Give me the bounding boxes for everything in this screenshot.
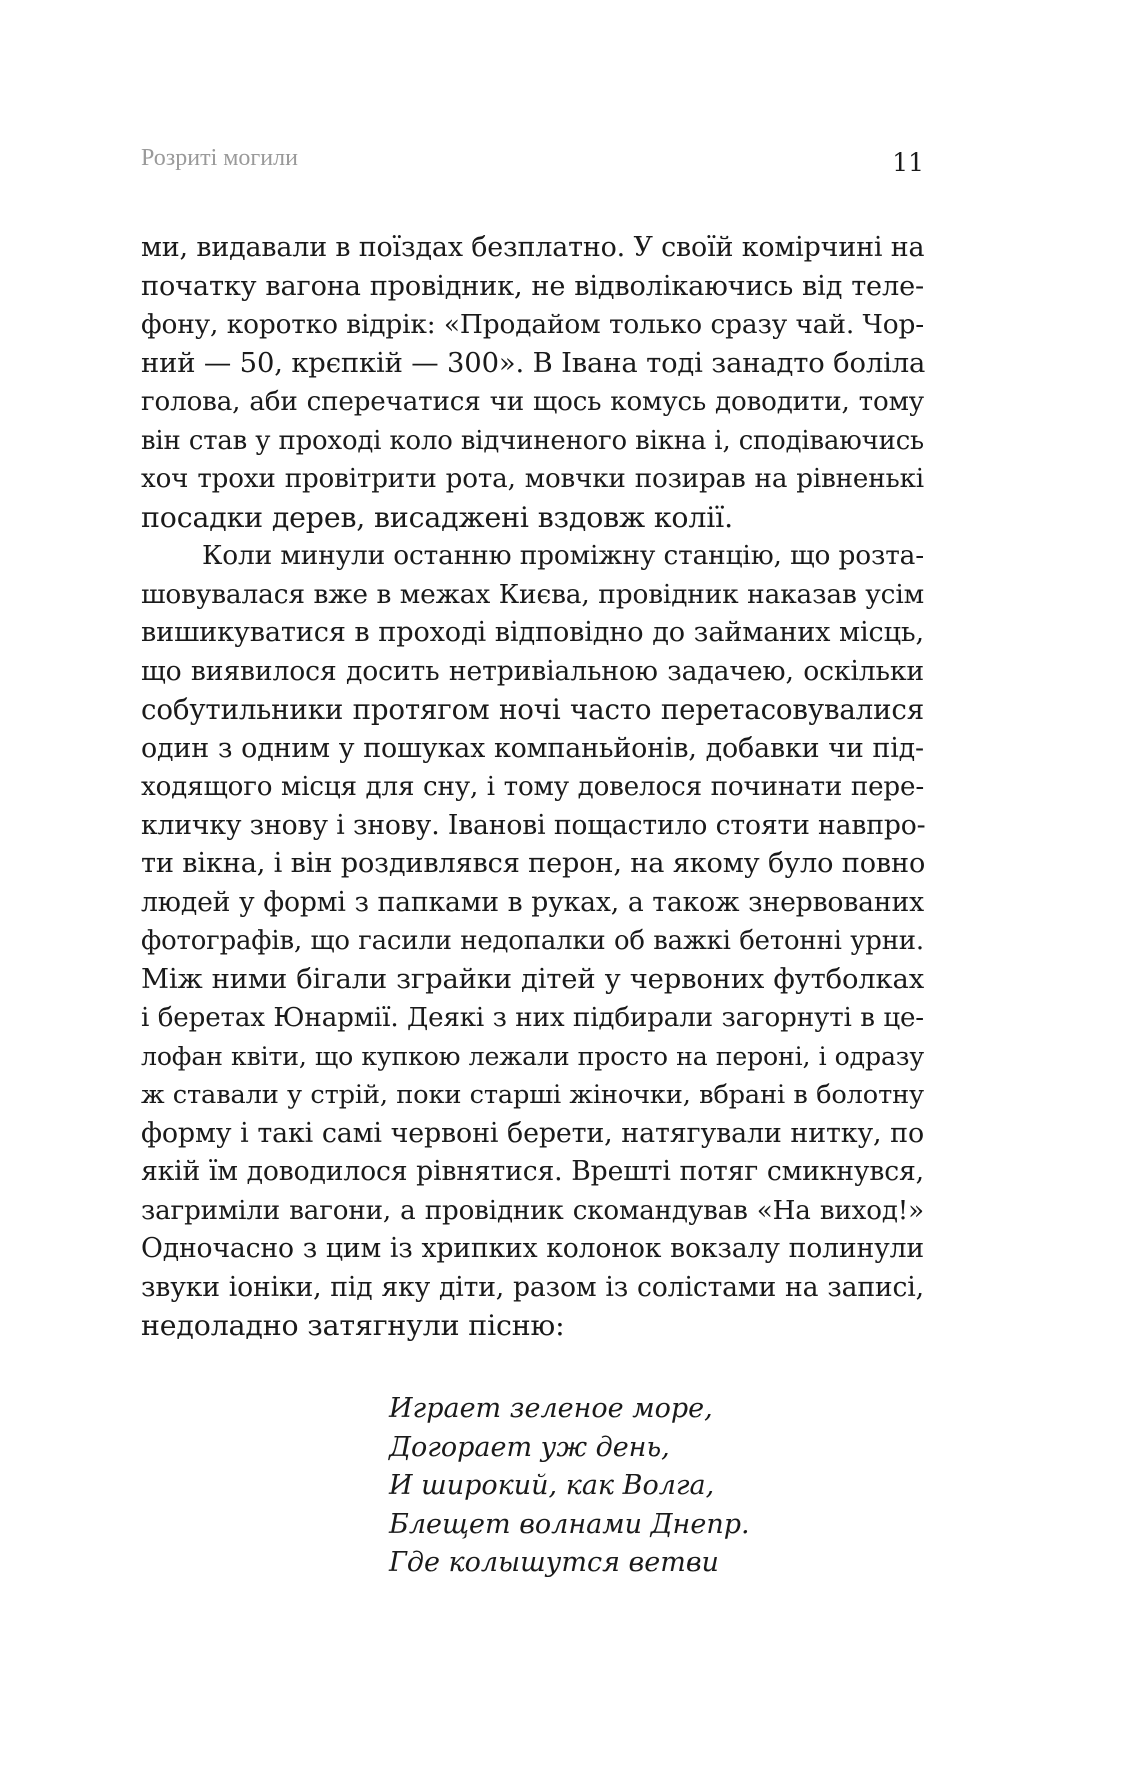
text-line: що виявилося досить нетривіальною задачею, оскільки <box>141 655 924 687</box>
text-line: початку вагона провідник, не відволікаючись від теле- <box>141 270 924 302</box>
text-line: він став у проході коло відчиненого вікна і, сподіваючись <box>141 425 924 456</box>
text-line: Коли минули останню проміжну станцію, що розта- <box>202 540 924 571</box>
text-line: Між ними бігали зграйки дітей у червоних футболках <box>141 963 924 995</box>
text-line: людей у формі з папками в руках, а також знервованих <box>141 886 924 918</box>
text-line: фотографів, що гасили недопалки об важкі бетонні урни. <box>141 926 924 956</box>
poem-line: Где колышутся ветви <box>389 1547 719 1578</box>
text-line: якій їм доводилося рівнятися. Врешті потяг смикнувся, <box>141 1156 924 1187</box>
text-line: шовувалася вже в межах Києва, провідник наказав усім <box>141 578 924 610</box>
running-title: Розриті могили <box>141 145 298 171</box>
text-line: лофан квіти, що купкою лежали просто на пероні, і одразу <box>141 1041 924 1071</box>
poem-line: Блещет волнами Днепр. <box>389 1508 750 1540</box>
text-line: вишикуватися в проході відповідно до займаних місць, <box>141 617 924 648</box>
text-line: голова, аби сперечатися чи щось комусь доводити, тому <box>141 387 924 417</box>
text-line: звуки іоніки, під яку діти, разом із солістами на записі, <box>141 1271 924 1303</box>
poem-line: Играет зеленое море, <box>389 1393 713 1424</box>
text-line: загриміли вагони, а провідник скомандував «На виход!» <box>141 1195 924 1226</box>
poem-line: Догорает уж день, <box>389 1431 670 1463</box>
text-line: форму і такі самі червоні берети, натягували нитку, по <box>141 1117 924 1149</box>
page-number: 11 <box>892 148 924 177</box>
text-line: недоладно затягнули пісню: <box>141 1309 565 1342</box>
text-line: собутильники протягом ночі часто перетасовувалися <box>141 693 924 726</box>
text-line: посадки дерев, висаджені вздовж колії. <box>141 500 733 534</box>
body-text <box>141 229 924 1346</box>
poem-line: И широкий, как Волга, <box>389 1470 715 1501</box>
text-line: ний — 50, крєпкій — 300». В Івана тоді занадто боліла <box>141 347 926 379</box>
poem-stanza <box>389 1390 750 1583</box>
text-line: ти вікна, і він роздивлявся перон, на якому було повно <box>141 848 926 879</box>
text-line: ходящого місця для сну, і тому довелося починати пере- <box>141 772 924 802</box>
text-line: фону, коротко відрік: «Продайом только сразу чай. Чор- <box>141 309 924 340</box>
text-line: кличку знову і знову. Іванові пощастило стояти навпро- <box>141 809 926 841</box>
text-line: і беретах Юнармії. Деякі з них підбирали загорнуті в це- <box>141 1003 924 1033</box>
text-line: один з одним у пошуках компаньйонів, добавки чи під- <box>141 732 924 764</box>
text-line: ми, видавали в поїздах безплатно. У своїй комірчині на <box>141 232 925 263</box>
text-line: Одночасно з цим із хрипких колонок вокзалу полинули <box>141 1233 924 1264</box>
text-line: хоч трохи провітрити рота, мовчки позирав на рівненькі <box>141 464 924 494</box>
text-line: ж ставали у стрій, поки старші жіночки, вбрані в болотну <box>141 1080 924 1110</box>
